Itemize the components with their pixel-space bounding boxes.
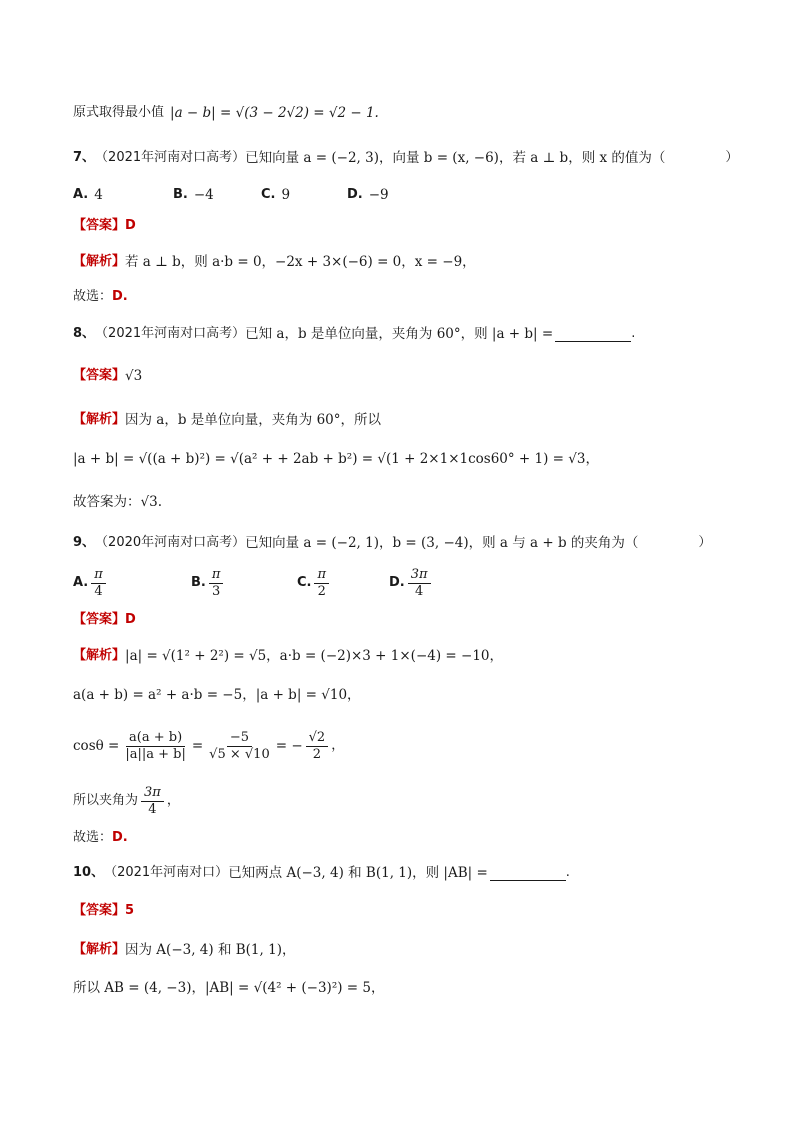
- q8-calc-text: |a + b| = √((a + b)²) = √(a² + + 2ab + b²) = √(1 + 2×1×1cos60° + 1) = √3，: [73, 451, 599, 467]
- q10-blank: [490, 866, 566, 881]
- q8-answer-value: √3: [125, 368, 143, 384]
- q8-analysis: 【解析】 因为 a，b 是单位向量，夹角为 60°，所以: [73, 412, 382, 428]
- q8-conclude: [73, 492, 162, 512]
- q7-analysis: 【解析】 若 a ⊥ b，则 a·b = 0，−2x + 3×(−6) = 0，x = −9，: [73, 254, 476, 270]
- q9-cos: cosθ = $\frac{a(a + b)}{|a||a + b|}$ = $\frac{-5}{√5 \times √10}$ = − $\frac{√2}{2}$ ，: [73, 728, 344, 764]
- q9-stem: 9、 （2020年河南对口高考） 已知向量 a = (−2, 1)，b = (3, −4)，则 a 与 a + b 的夹角为（ ）: [73, 535, 712, 551]
- q9-angle-prefix: 所以夹角为: [73, 793, 139, 808]
- q7-number: 7、: [73, 150, 96, 165]
- q9-option-d: D. $\frac{3\pi}{4}$: [389, 565, 434, 601]
- q7-choose: 故选： D.: [73, 287, 128, 307]
- q7-choose-value: D.: [112, 289, 128, 304]
- intro-text: 原式取得最小值: [73, 105, 165, 120]
- q9-cos-frac-1: $\frac{a(a + b)}{|a||a + b|}$: [125, 729, 186, 762]
- q10-source: （2021年河南对口）: [104, 865, 229, 880]
- q10-answer: 【答案】 5: [73, 901, 134, 921]
- q7-option-c: C. 9: [261, 187, 291, 203]
- q8-source: （2021年河南对口高考）: [95, 326, 246, 341]
- q9-options: [73, 565, 434, 601]
- q10-line2: [73, 978, 384, 998]
- q9-option-a: A. $\frac{\pi}{4}$: [73, 565, 191, 601]
- q9-source: （2020年河南对口高考）: [95, 535, 246, 550]
- q9-option-b: B. $\frac{\pi}{3}$: [191, 565, 297, 601]
- q10-analysis: 【解析】 因为 A(−3, 4) 和 B(1, 1)，: [73, 942, 296, 958]
- q10-analysis-text: 因为 A(−3, 4) 和 B(1, 1)，: [125, 942, 296, 958]
- q9-choose-value: D.: [112, 830, 128, 845]
- q7-answer: 【答案】 D: [73, 216, 136, 236]
- q7-options: [73, 185, 389, 205]
- q7-text: 已知向量 a = (−2, 3)，向量 b = (x, −6)，若 a ⊥ b，则 x 的值为（: [245, 150, 666, 166]
- q9-cos-frac-2: $\frac{-5}{√5 \times √10}$: [209, 729, 270, 762]
- q9-number: 9、: [73, 535, 96, 550]
- q9-angle-frac: $\frac{3\pi}{4}$: [141, 785, 164, 818]
- q9-line2: [73, 685, 361, 705]
- q7-stem: [73, 148, 738, 168]
- q10-line2-text: 所以 AB = (4, −3)，|AB| = √(4² + (−3)²) = 5，: [73, 980, 385, 996]
- q9-choose: 故选： D.: [73, 828, 128, 848]
- q8-calc: [73, 449, 599, 469]
- intro-line: [73, 103, 379, 123]
- q9-analysis-text: |a| = √(1² + 2²) = √5，a·b = (−2)×3 + 1×(−4) = −10，: [125, 648, 503, 664]
- q9-cos-frac-3: $\frac{√2}{2}$: [306, 730, 329, 763]
- q10-text: 已知两点 A(−3, 4) 和 B(1, 1)，则 |AB| =: [228, 865, 488, 881]
- q8-number: 8、: [73, 326, 96, 341]
- q8-blank: [555, 327, 631, 342]
- q8-analysis-text: 因为 a，b 是单位向量，夹角为 60°，所以: [125, 412, 382, 428]
- q8-text: 已知 a，b 是单位向量，夹角为 60°，则 |a + b| =: [245, 326, 554, 342]
- q9-angle: 所以夹角为 $\frac{3\pi}{4}$ ，: [73, 783, 180, 819]
- q9-analysis: 【解析】 |a| = √(1² + 2²) = √5，a·b = (−2)×3 + 1×(−4) = −10，: [73, 648, 503, 664]
- q7-analysis-text: 若 a ⊥ b，则 a·b = 0，−2x + 3×(−6) = 0，x = −9，: [125, 254, 476, 270]
- q9-option-c: C. $\frac{\pi}{2}$: [297, 565, 389, 601]
- q7-option-b: B. −4: [173, 187, 214, 203]
- q7-source: （2021年河南对口高考）: [95, 150, 246, 165]
- q8-answer: 【答案】 √3: [73, 368, 143, 384]
- q9-line2-text: a(a + b) = a² + a·b = −5，|a + b| = √10，: [73, 687, 361, 703]
- intro-formula: |a − b| = √(3 − 2√2) = √2 − 1.: [170, 105, 379, 121]
- q7-answer-value: D: [125, 218, 136, 233]
- q10-stem: 10、 （2021年河南对口） 已知两点 A(−3, 4) 和 B(1, 1)，则 |AB| = .: [73, 865, 570, 881]
- q9-answer-value: D: [125, 612, 136, 627]
- q7-close-paren: ）: [725, 150, 739, 165]
- q8-stem: 8、 （2021年河南对口高考） 已知 a，b 是单位向量，夹角为 60°，则 |a + b| = .: [73, 326, 636, 342]
- q9-text: 已知向量 a = (−2, 1)，b = (3, −4)，则 a 与 a + b 的夹角为（: [245, 535, 639, 551]
- q7-option-d: D. −9: [347, 187, 389, 203]
- q10-number: 10、: [73, 865, 105, 880]
- q9-cos-prefix: cosθ =: [73, 738, 120, 754]
- q7-option-a: A. 4: [73, 187, 103, 203]
- q9-answer: 【答案】 D: [73, 610, 136, 630]
- q8-conclude-text: 故答案为：√3.: [73, 494, 162, 510]
- q10-answer-value: 5: [125, 903, 135, 918]
